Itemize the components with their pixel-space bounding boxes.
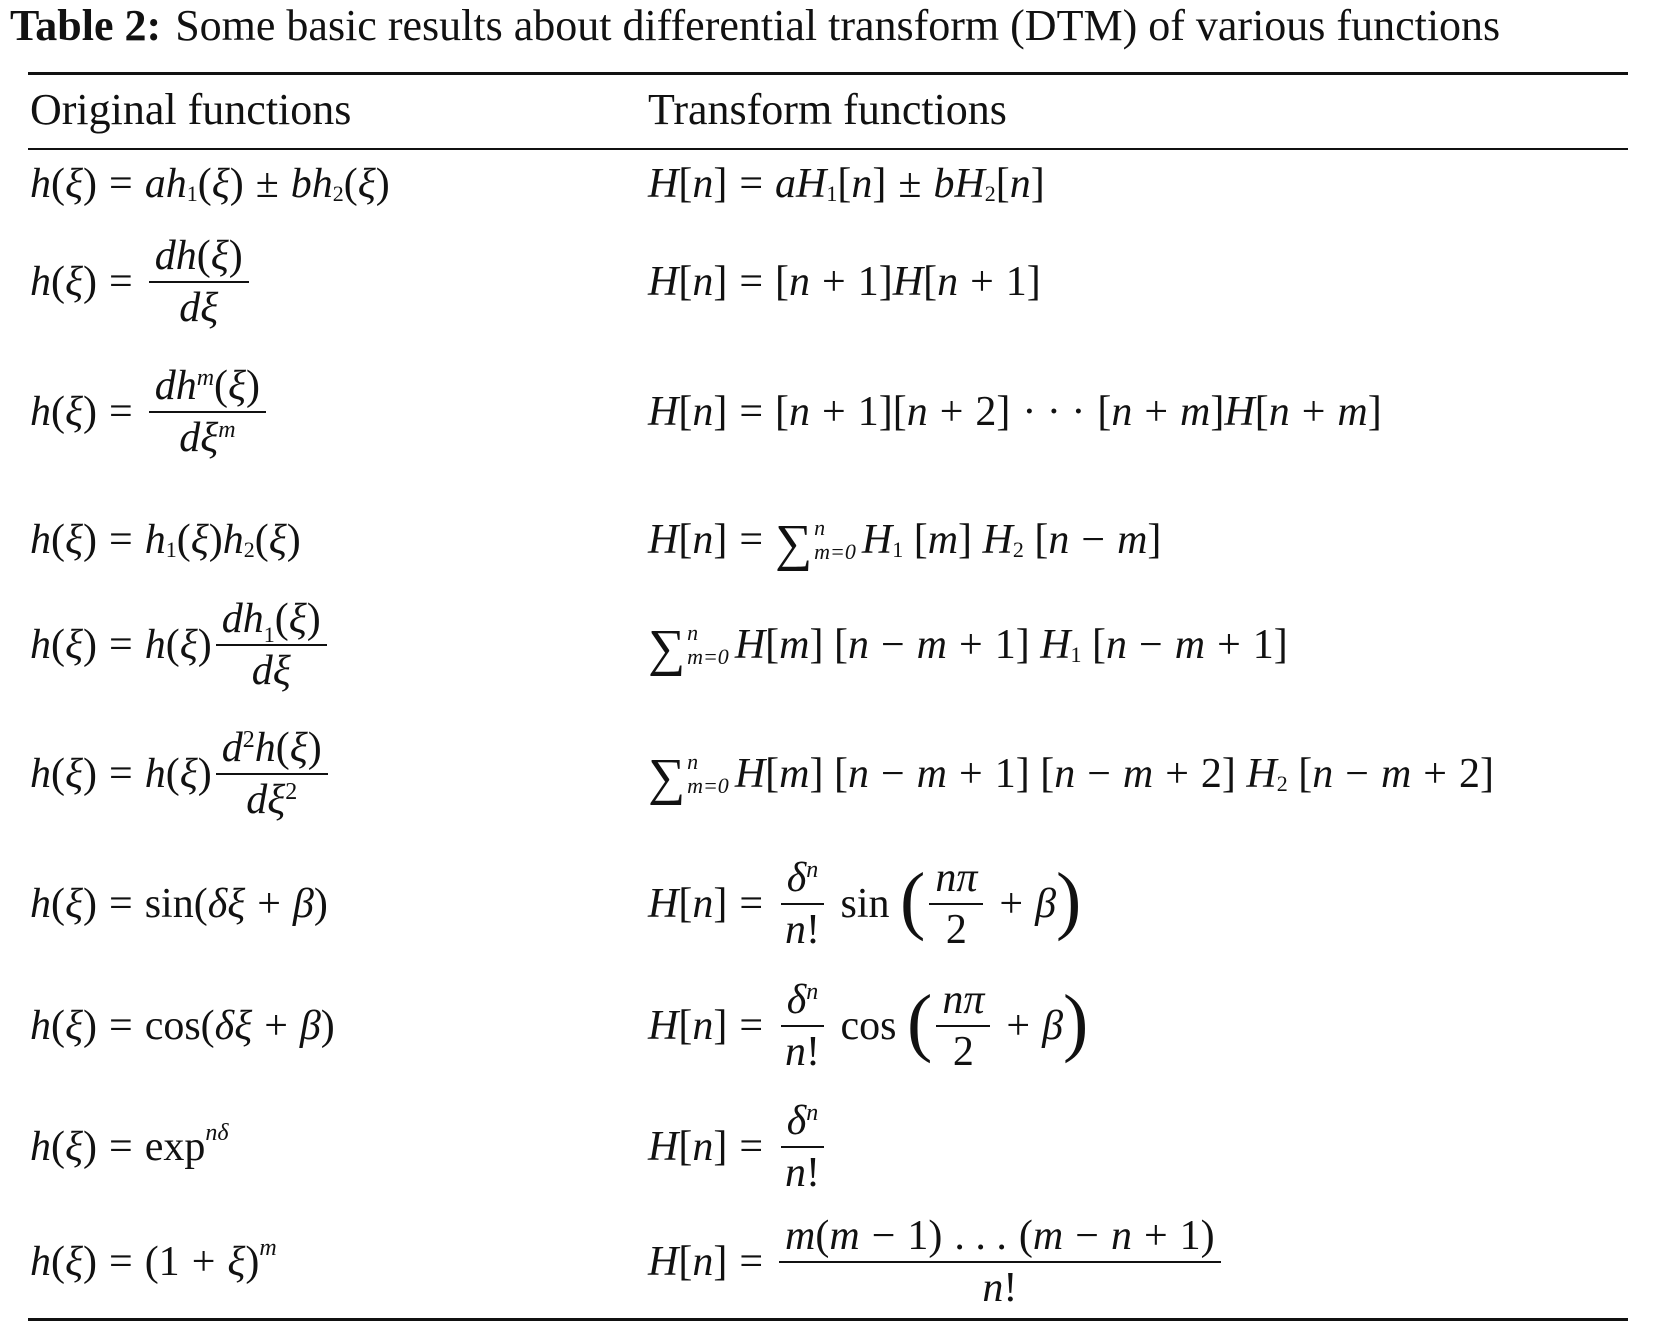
original-cell [30, 350, 270, 474]
transform-cell [648, 964, 1088, 1088]
transform-formula: H [ n ] = [ n + 1] H [ n + 1] [648, 259, 1041, 305]
original-cell [30, 585, 331, 705]
original-formula: h ( ξ ) = h 1 ( ξ ) h 2 ( ξ ) [30, 517, 301, 563]
original-formula: h ( ξ ) = $\frac{dh(\xi)}{d\xi}$ [30, 233, 253, 331]
transform-formula: H [ n ] = ∑ n m=0 H 1 [ m ] H 2 [ n − m ] [648, 514, 1162, 572]
table-row [0, 1088, 1654, 1206]
transform-cell [648, 152, 1045, 216]
top-rule [28, 72, 1628, 75]
header-transform: Transform functions [648, 85, 1007, 134]
table-caption-label: Table 2: [10, 1, 162, 50]
transform-formula: H [ n ] = $\frac{m(m - 1) . . . (m - n + 1)}{n!}$ [648, 1213, 1225, 1311]
transform-cell [648, 1088, 830, 1206]
table-row [0, 500, 1654, 580]
table-row [0, 712, 1654, 836]
transform-formula: ∑ n m=0 H [ m ] [ n − m + 1] H 1 [ n − m + 1] [648, 619, 1288, 677]
table-row [0, 1210, 1654, 1314]
table-row [0, 350, 1654, 474]
original-cell [30, 152, 390, 216]
original-cell [30, 500, 301, 580]
table-caption-text: Some basic results about differential transform (DTM) of various functions [175, 1, 1501, 50]
transform-cell [648, 500, 1161, 580]
table-row [0, 842, 1654, 966]
original-formula: h ( ξ ) = sin( δξ + β ) [30, 881, 328, 927]
transform-cell [648, 712, 1494, 836]
transform-formula: ∑ n m=0 H [ m ] [ n − m + 1] [ n − m + 2] H 2 [ n − m + 2] [648, 748, 1494, 806]
original-formula: h ( ξ ) = h ( ξ ) $\frac{d^2h(\xi)}{d\xi^2}$ [30, 725, 332, 823]
transform-cell [648, 222, 1041, 342]
original-cell [30, 1210, 277, 1314]
original-formula: h ( ξ ) = (1 + ξ ) m [30, 1234, 277, 1285]
table-row [0, 152, 1654, 216]
original-cell [30, 964, 335, 1088]
original-formula: h ( ξ ) = ah 1 ( ξ ) ± bh 2 ( ξ ) [30, 161, 390, 207]
transform-formula: H [ n ] = $\frac{\delta^n}{n!}$ sin ( $\frac{n\pi}{2}$ + β ) [648, 854, 1082, 953]
table-row [0, 222, 1654, 342]
header-original: Original functions [30, 85, 352, 134]
original-cell [30, 1088, 229, 1206]
transform-cell [648, 1210, 1225, 1314]
original-formula: h ( ξ ) = cos( δξ + β ) [30, 1003, 335, 1049]
header-rule [28, 148, 1628, 150]
original-cell [30, 842, 328, 966]
original-cell [30, 222, 253, 342]
table-caption [10, 0, 1500, 52]
transform-formula: H [ n ] = aH 1 [ n ] ± bH 2 [ n ] [648, 161, 1045, 207]
original-formula: h ( ξ ) = $\frac{dh^m(\xi)}{d\xi^m}$ [30, 363, 270, 461]
transform-cell [648, 350, 1382, 474]
bottom-rule [28, 1318, 1628, 1321]
original-formula: h ( ξ ) = h ( ξ ) $\frac{dh_1(\xi)}{d\xi}$ [30, 596, 331, 694]
table-row [0, 964, 1654, 1088]
transform-cell [648, 585, 1288, 705]
transform-formula: H [ n ] = $\frac{\delta^n}{n!}$ [648, 1098, 830, 1196]
original-cell [30, 712, 332, 836]
transform-cell [648, 842, 1081, 966]
transform-formula: H [ n ] = [ n + 1][ n + 2] · · · [ n + m ] H [ n + m ] [648, 389, 1382, 435]
table-row [0, 585, 1654, 705]
transform-formula: H [ n ] = $\frac{\delta^n}{n!}$ cos ( $\frac{n\pi}{2}$ + β ) [648, 976, 1089, 1075]
original-formula: h ( ξ ) = exp nδ [30, 1119, 229, 1170]
